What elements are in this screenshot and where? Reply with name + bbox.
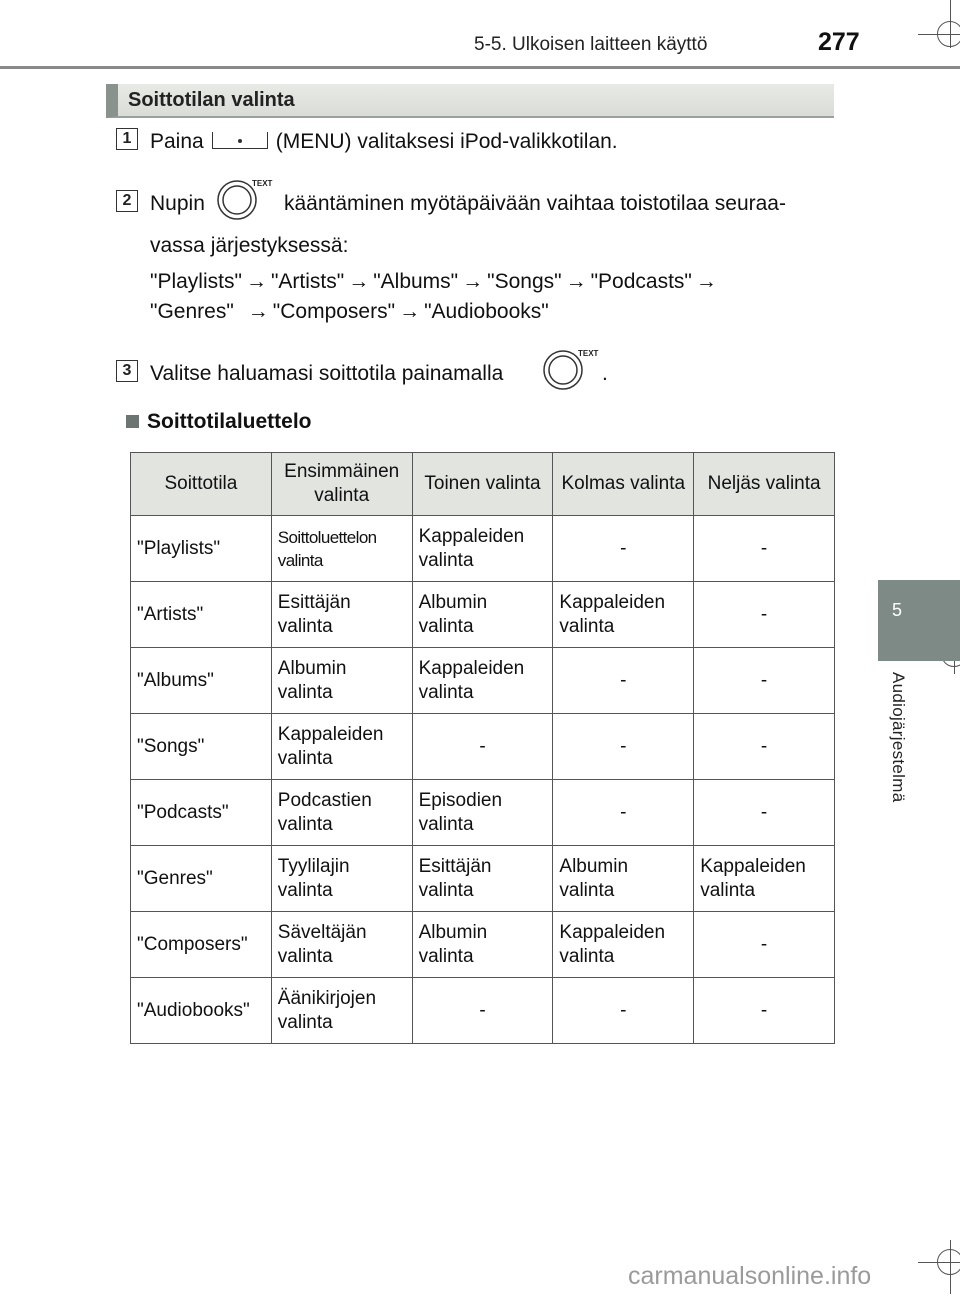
step-number-2: 2 bbox=[116, 190, 138, 212]
mode-sequence-line1 bbox=[150, 270, 721, 294]
table-row bbox=[131, 780, 835, 846]
subsection-heading bbox=[126, 410, 312, 434]
table-header-row bbox=[131, 453, 835, 516]
chapter-label: Audiojärjestelmä bbox=[889, 672, 908, 803]
table-row bbox=[131, 582, 835, 648]
table-row bbox=[131, 978, 835, 1044]
arrow-icon: → bbox=[247, 300, 269, 323]
crop-circle-bottom-right bbox=[937, 1249, 960, 1275]
section-title: 5-5. Ulkoisen laitteen käyttö bbox=[474, 34, 708, 55]
step-3-text-before: Valitse haluamasi soittotila painamalla bbox=[150, 362, 504, 385]
table-header-cell: Soittotila bbox=[131, 453, 272, 516]
table-cell: Podcastien valinta bbox=[271, 780, 412, 846]
table-cell: - bbox=[412, 978, 553, 1044]
header-rule bbox=[0, 66, 960, 69]
page-number: 277 bbox=[818, 28, 860, 56]
section-heading-bar bbox=[106, 84, 834, 118]
step-1-text-before: Paina bbox=[150, 130, 204, 153]
step-number-1: 1 bbox=[116, 128, 138, 150]
table-cell: Kappaleiden valinta bbox=[412, 516, 553, 582]
sequence-item-genres: "Genres" bbox=[150, 300, 234, 323]
sequence-item-albums: "Albums" bbox=[373, 270, 459, 293]
table-cell: - bbox=[694, 714, 835, 780]
table-row bbox=[131, 648, 835, 714]
table-cell: "Playlists" bbox=[131, 516, 272, 582]
arrow-icon: → bbox=[399, 300, 421, 323]
table-cell: "Genres" bbox=[131, 846, 272, 912]
chapter-number: 5 bbox=[891, 600, 902, 620]
table-cell: - bbox=[694, 912, 835, 978]
watermark: carmanualsonline.info bbox=[628, 1262, 872, 1290]
table-cell: Albumin valinta bbox=[553, 846, 694, 912]
table-cell: Tyylilajin valinta bbox=[271, 846, 412, 912]
crop-circle-top-right bbox=[937, 21, 960, 47]
table-cell: - bbox=[553, 516, 694, 582]
menu-button-icon bbox=[212, 132, 268, 149]
table-cell: "Composers" bbox=[131, 912, 272, 978]
table-cell: Episodien valinta bbox=[412, 780, 553, 846]
table-header-cell: Toinen valinta bbox=[412, 453, 553, 516]
sequence-item-songs: "Songs" bbox=[487, 270, 562, 293]
arrow-icon: → bbox=[462, 270, 484, 293]
arrow-icon: → bbox=[348, 270, 370, 293]
table-cell: Kappaleiden valinta bbox=[412, 648, 553, 714]
table-header-cell: Kolmas valinta bbox=[553, 453, 694, 516]
table-cell: Kappaleiden valinta bbox=[553, 912, 694, 978]
table-cell: Säveltäjän valinta bbox=[271, 912, 412, 978]
table-cell: Kappaleiden valinta bbox=[553, 582, 694, 648]
square-bullet-icon bbox=[126, 415, 139, 428]
table-cell: Äänikirjojen valinta bbox=[271, 978, 412, 1044]
step-1-text-after: (MENU) valitaksesi iPod-valikkotilan. bbox=[275, 130, 618, 153]
table-header-cell: Neljäs valinta bbox=[694, 453, 835, 516]
table-cell: Albumin valinta bbox=[271, 648, 412, 714]
table-row bbox=[131, 846, 835, 912]
table-cell: "Albums" bbox=[131, 648, 272, 714]
table-cell: "Songs" bbox=[131, 714, 272, 780]
table-row bbox=[131, 912, 835, 978]
step-2-text-after: kääntäminen myötäpäivään vaihtaa toistotilaa seuraa- bbox=[284, 192, 786, 215]
table-row bbox=[131, 516, 835, 582]
step-number-3: 3 bbox=[116, 360, 138, 382]
table-cell: Kappaleiden valinta bbox=[694, 846, 835, 912]
table-cell: - bbox=[553, 780, 694, 846]
table-cell: Albumin valinta bbox=[412, 912, 553, 978]
knob-text-label: TEXT bbox=[252, 179, 273, 188]
sequence-item-podcasts: "Podcasts" bbox=[590, 270, 692, 293]
table-cell: - bbox=[694, 648, 835, 714]
table-cell: Albumin valinta bbox=[412, 582, 553, 648]
table-header-cell: Ensimmäinen valinta bbox=[271, 453, 412, 516]
table-cell: - bbox=[553, 714, 694, 780]
step-3-text-after: . bbox=[602, 362, 608, 385]
table-cell: "Audiobooks" bbox=[131, 978, 272, 1044]
push-knob-icon bbox=[540, 346, 604, 392]
step-2-text-line2: vassa järjestyksessä: bbox=[150, 234, 349, 257]
table-cell: "Artists" bbox=[131, 582, 272, 648]
subsection-heading-text: Soittotilaluettelo bbox=[147, 410, 312, 433]
table-cell: "Podcasts" bbox=[131, 780, 272, 846]
knob-text-label: TEXT bbox=[578, 349, 599, 358]
table-cell: - bbox=[694, 780, 835, 846]
arrow-icon: → bbox=[695, 270, 717, 293]
table-cell: Soittoluettelon valinta bbox=[271, 516, 412, 582]
table-cell: - bbox=[553, 978, 694, 1044]
table-cell: - bbox=[694, 516, 835, 582]
sequence-item-artists: "Artists" bbox=[270, 270, 345, 293]
table-cell: Esittäjän valinta bbox=[271, 582, 412, 648]
sequence-item-audiobooks: "Audiobooks" bbox=[424, 300, 549, 323]
tune-knob-icon bbox=[214, 176, 278, 222]
table-cell: Kappaleiden valinta bbox=[271, 714, 412, 780]
table-cell: - bbox=[694, 582, 835, 648]
section-heading: Soittotilan valinta bbox=[128, 89, 295, 111]
mode-sequence-line2 bbox=[150, 300, 549, 324]
table-cell: - bbox=[694, 978, 835, 1044]
step-1-text bbox=[150, 130, 618, 154]
table-row bbox=[131, 714, 835, 780]
table-cell: - bbox=[553, 648, 694, 714]
arrow-icon: → bbox=[245, 270, 267, 293]
arrow-icon: → bbox=[565, 270, 587, 293]
sequence-item-composers: "Composers" bbox=[272, 300, 396, 323]
sequence-item-playlists: "Playlists" bbox=[150, 270, 242, 293]
table-cell: Esittäjän valinta bbox=[412, 846, 553, 912]
step-2-text-before: Nupin bbox=[150, 192, 205, 215]
play-mode-table bbox=[130, 452, 835, 1044]
table-cell: - bbox=[412, 714, 553, 780]
